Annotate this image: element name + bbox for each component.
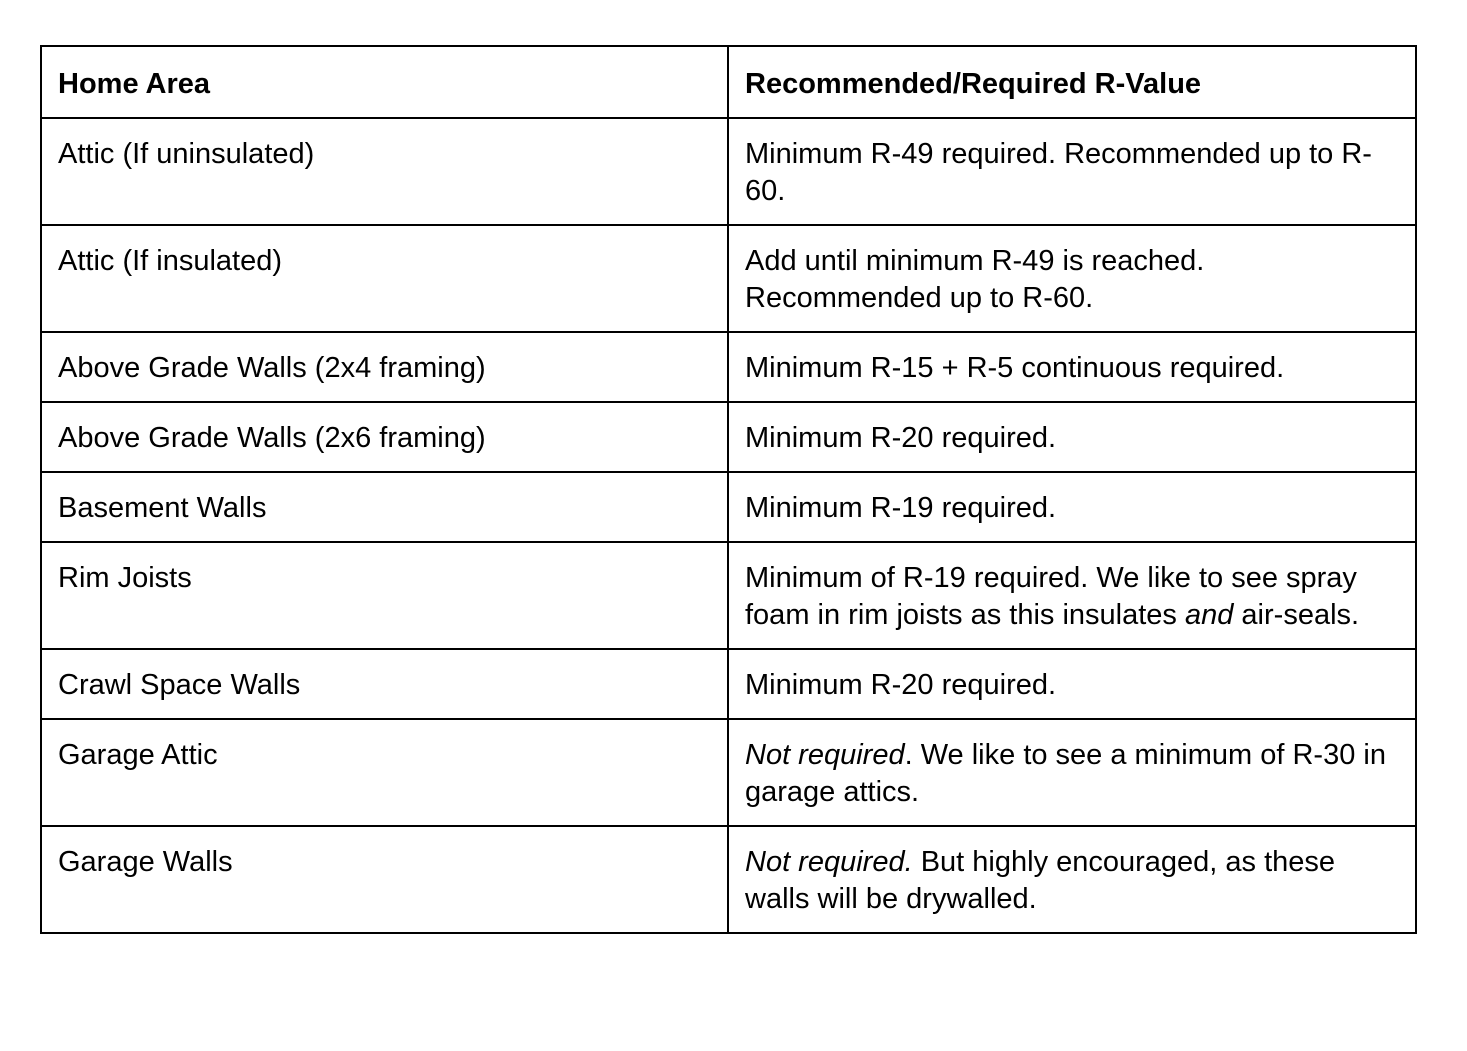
cell-r-value [728,472,1416,542]
table-row [41,649,1416,719]
table-row [41,402,1416,472]
cell-home-area: Attic (If uninsulated) [41,118,728,225]
cell-r-value-text: Minimum of R-19 required. We like to see spray foam in rim joists as this insulates [745,562,1357,631]
cell-r-value-text: Minimum R-19 required. [745,492,1057,524]
cell-r-value-text-after: air-seals. [1233,599,1360,631]
cell-r-value [728,332,1416,402]
cell-r-value [728,826,1416,933]
cell-r-value-text: Minimum R-20 required. [745,669,1057,701]
cell-r-value-emphasis: Not required. [745,846,913,878]
table-row [41,542,1416,649]
r-value-table [40,45,1417,934]
table-row [41,826,1416,933]
cell-r-value [728,649,1416,719]
table-row [41,118,1416,225]
cell-r-value [728,719,1416,826]
cell-r-value-emphasis: and [1184,599,1234,631]
table-header-row [41,46,1416,118]
cell-home-area: Rim Joists [41,542,728,649]
cell-home-area: Above Grade Walls (2x4 framing) [41,332,728,402]
cell-home-area: Garage Attic [41,719,728,826]
cell-r-value [728,402,1416,472]
cell-r-value-text: Minimum R-15 + R-5 continuous required. [745,352,1285,384]
cell-r-value-text: Add until minimum R-49 is reached. Recommended up to R-60. [745,245,1205,314]
header-r-value: Recommended/Required R-Value [728,46,1416,118]
header-home-area: Home Area [41,46,728,118]
table-row [41,332,1416,402]
cell-home-area: Attic (If insulated) [41,225,728,332]
cell-r-value [728,118,1416,225]
cell-home-area: Above Grade Walls (2x6 framing) [41,402,728,472]
cell-home-area: Basement Walls [41,472,728,542]
cell-r-value [728,225,1416,332]
cell-r-value-emphasis: Not required [745,739,905,771]
table-row [41,225,1416,332]
r-value-table-container [40,45,1415,934]
cell-home-area: Garage Walls [41,826,728,933]
cell-r-value-text: Minimum R-20 required. [745,422,1057,454]
cell-r-value [728,542,1416,649]
cell-r-value-text: . We like to see a minimum of R-30 in garage attics. [745,739,1386,808]
table-row [41,719,1416,826]
cell-home-area: Crawl Space Walls [41,649,728,719]
cell-r-value-text: Minimum R-49 required. Recommended up to R-60. [745,138,1372,207]
cell-r-value-text: But highly encouraged, as these walls will be drywalled. [745,846,1336,915]
table-row [41,472,1416,542]
